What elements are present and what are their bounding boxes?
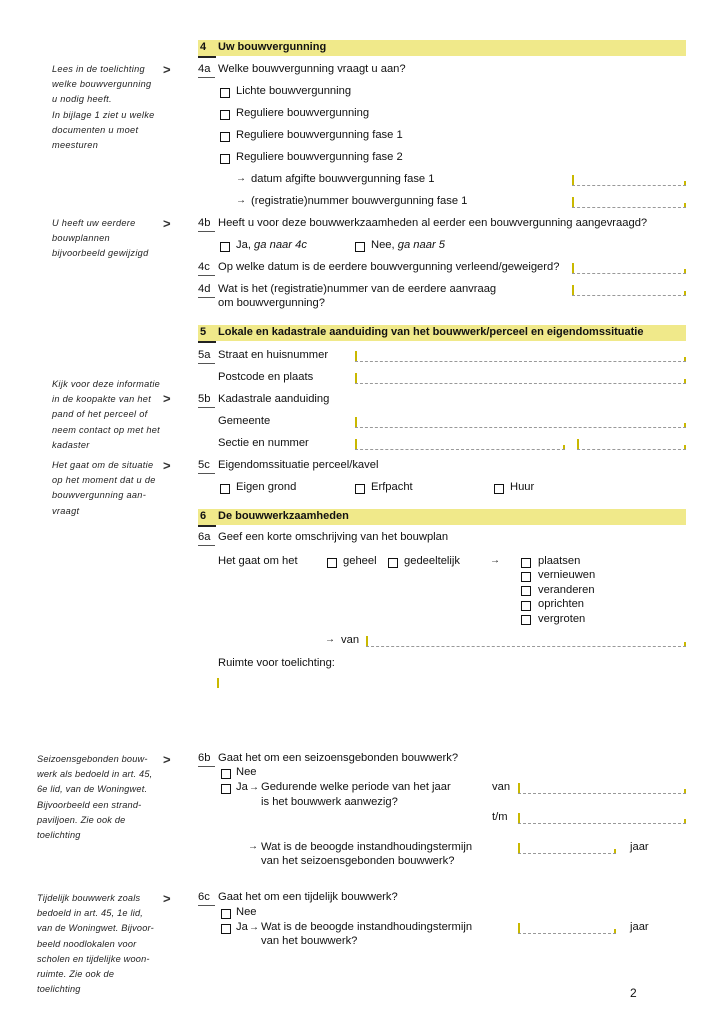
label-6b-tm: t/m [492, 811, 508, 823]
label-van: van [341, 634, 360, 646]
page-number: 2 [630, 986, 637, 1000]
note-line: op het moment dat u de [52, 475, 156, 486]
section-number: 6 [200, 510, 207, 522]
option-4b-nee: Nee, ga naar 5 [371, 239, 446, 251]
question-number-5c: 5c [198, 459, 210, 471]
input-gemeente[interactable] [355, 417, 686, 428]
note-line: kadaster [52, 439, 90, 450]
arrow-marker: > [163, 752, 171, 767]
checkbox-regulier[interactable] [220, 110, 230, 120]
option-regulier: Reguliere bouwvergunning [236, 107, 370, 119]
checkbox-eigen-grond[interactable] [220, 484, 230, 494]
input-datum-eerdere[interactable] [572, 263, 686, 274]
question-4c-text: Op welke datum is de eerdere bouwvergunning verleend/geweigerd? [218, 261, 560, 273]
side-note-situatie [52, 458, 172, 519]
arrow-right-icon: → [248, 841, 258, 852]
section-header-5 [198, 325, 686, 341]
arrow-right-icon: → [236, 195, 246, 206]
note-line: neem contact op met het [52, 424, 161, 435]
side-note-bouwvergunning [52, 62, 172, 153]
input-registratienummer[interactable] [572, 197, 686, 208]
note-line: pand of het perceel of [52, 409, 148, 420]
note-line: documenten u moet [52, 124, 139, 135]
arrow-right-icon: → [249, 782, 259, 793]
input-nummer[interactable] [577, 439, 686, 450]
checkbox-huur[interactable] [494, 484, 504, 494]
option-6c-nee: Nee [236, 906, 257, 918]
question-6b-text: Gaat het om een seizoensgebonden bouwwerk? [218, 752, 459, 764]
note-line: Bijvoorbeeld een strand- [37, 799, 142, 810]
label-gaat-om: Het gaat om het [218, 555, 298, 567]
checkbox-6c-nee[interactable] [221, 909, 231, 919]
section-header-4 [198, 40, 686, 56]
checkbox-fase1[interactable] [220, 132, 230, 142]
checkbox-vernieuwen[interactable] [521, 572, 531, 582]
input-6c-jaar[interactable] [518, 923, 616, 934]
note-line: ruimte. Zie ook de [37, 969, 115, 980]
label-ruimte-toelichting: Ruimte voor toelichting: [218, 657, 335, 669]
label-registratienummer: (registratie)nummer bouwvergunning fase 1 [251, 195, 468, 207]
section-title: Uw bouwvergunning [218, 41, 327, 53]
question-number-4a: 4a [198, 63, 210, 75]
note-line: Kijk voor deze informatie [52, 379, 161, 389]
section-title: De bouwwerkzaamheden [218, 510, 349, 522]
input-van[interactable] [366, 636, 686, 647]
question-number-4c: 4c [198, 261, 210, 273]
note-line: vraagt [52, 505, 80, 516]
question-number-4b: 4b [198, 217, 210, 229]
question-4d-text-2: om bouwvergunning? [218, 297, 325, 309]
input-straat[interactable] [355, 351, 686, 362]
checkbox-4b-nee[interactable] [355, 242, 365, 252]
note-line: werk als bedoeld in art. 45, [37, 769, 153, 780]
input-nummer-eerdere[interactable] [572, 285, 686, 296]
option-lichte: Lichte bouwvergunning [236, 85, 352, 97]
note-line: paviljoen. Zie ook de [37, 814, 126, 825]
option-huur: Huur [510, 481, 535, 493]
label-6c-termijn-2: van het bouwwerk? [261, 935, 358, 947]
question-5c-text: Eigendomssituatie perceel/kavel [218, 459, 379, 471]
checkbox-4b-ja[interactable] [220, 242, 230, 252]
label-6b-termijn: Wat is de beoogde instandhoudingstermijn [261, 841, 473, 853]
checkbox-erfpacht[interactable] [355, 484, 365, 494]
note-line: bijvoorbeeld gewijzigd [52, 248, 149, 259]
checkbox-6b-nee[interactable] [221, 769, 231, 779]
option-eigen-grond: Eigen grond [236, 481, 297, 493]
checkbox-oprichten[interactable] [521, 601, 531, 611]
section-header-6 [198, 509, 686, 525]
note-line: scholen en tijdelijke woon- [37, 953, 150, 964]
option-gedeeltelijk: gedeeltelijk [404, 555, 460, 567]
question-6a-text: Geef een korte omschrijving van het bouwplan [218, 531, 449, 543]
checkbox-geheel[interactable] [327, 558, 337, 568]
label-6b-jaar: jaar [630, 841, 649, 853]
question-4d-text: Wat is het (registratie)nummer van de eerdere aanvraag [218, 283, 497, 295]
option-erfpacht: Erfpacht [371, 481, 413, 493]
arrow-right-icon: → [490, 555, 500, 566]
label-6b-van: van [492, 781, 511, 793]
question-number-5a: 5a [198, 349, 210, 361]
checkbox-fase2[interactable] [220, 154, 230, 164]
arrow-marker: > [163, 391, 171, 406]
note-line: Het gaat om de situatie [52, 460, 154, 470]
input-6b-van[interactable] [518, 783, 686, 794]
label-datum-afgifte: datum afgifte bouwvergunning fase 1 [251, 173, 435, 185]
checkbox-6b-ja[interactable] [221, 784, 231, 794]
option-fase2: Reguliere bouwvergunning fase 2 [236, 151, 403, 163]
option-6c-ja: Ja [236, 921, 248, 933]
label-periode-2: is het bouwwerk aanwezig? [261, 796, 398, 808]
note-line: meesturen [52, 140, 99, 151]
note-line: van de Woningwet. Bijvoor- [37, 923, 154, 934]
section-number: 5 [200, 326, 207, 338]
label-sectie: Sectie en nummer [218, 437, 309, 449]
side-note-kadaster [52, 377, 172, 453]
note-line: welke bouwvergunning [52, 79, 152, 90]
label-kadastraal: Kadastrale aanduiding [218, 393, 330, 405]
label-6b-termijn-2: van het seizoensgebonden bouwwerk? [261, 855, 455, 867]
checkbox-plaatsen[interactable] [521, 558, 531, 568]
arrow-marker: > [163, 62, 171, 77]
note-line: u nodig heeft. [52, 94, 112, 105]
note-line: In bijlage 1 ziet u welke [52, 109, 155, 120]
question-number-5b: 5b [198, 393, 210, 405]
question-number-6c: 6c [198, 891, 210, 903]
checkbox-veranderen[interactable] [521, 586, 531, 596]
arrow-marker: > [163, 458, 171, 473]
input-datum-afgifte[interactable] [572, 175, 686, 186]
option-vergroten: vergroten [538, 613, 586, 625]
section-title: Lokale en kadastrale aanduiding van het bouwwerk/perceel en eigendomssituatie [218, 326, 644, 338]
option-6b-ja: Ja [236, 781, 248, 793]
textarea-toelichting[interactable] [217, 678, 219, 688]
question-6c-text: Gaat het om een tijdelijk bouwwerk? [218, 891, 398, 903]
label-6c-termijn: Wat is de beoogde instandhoudingstermijn [261, 921, 473, 933]
note-line: beeld noodlokalen voor [37, 938, 137, 949]
note-line: U heeft uw eerdere [52, 218, 136, 228]
note-line: in de koopakte van het [52, 394, 152, 405]
label-gemeente: Gemeente [218, 415, 271, 427]
option-plaatsen: plaatsen [538, 555, 581, 567]
input-6b-jaar[interactable] [518, 843, 616, 854]
checkbox-6c-ja[interactable] [221, 924, 231, 934]
side-note-seizoens [37, 752, 172, 843]
note-line: Seizoensgebonden bouw- [37, 754, 148, 764]
option-vernieuwen: vernieuwen [538, 569, 596, 581]
question-number-4d: 4d [198, 283, 210, 295]
label-periode: Gedurende welke periode van het jaar [261, 781, 451, 793]
input-postcode[interactable] [355, 373, 686, 384]
arrow-right-icon: → [236, 173, 246, 184]
note-line: bedoeld in art. 45, 1e lid, [37, 908, 144, 919]
label-postcode: Postcode en plaats [218, 371, 314, 383]
side-note-tijdelijk [37, 891, 172, 997]
question-4b-text: Heeft u voor deze bouwwerkzaamheden al eerder een bouwvergunning aangevraagd? [218, 217, 648, 229]
checkbox-vergroten[interactable] [521, 615, 531, 625]
section-number: 4 [200, 41, 207, 53]
arrow-marker: > [163, 216, 171, 231]
question-4a-text: Welke bouwvergunning vraagt u aan? [218, 63, 406, 75]
option-6b-nee: Nee [236, 766, 257, 778]
option-oprichten: oprichten [538, 598, 585, 610]
note-line: bouwvergunning aan- [52, 490, 147, 501]
note-line: toelichting [37, 984, 81, 995]
side-note-eerdere [52, 216, 172, 262]
question-number-6b: 6b [198, 752, 210, 764]
note-line: bouwplannen [52, 233, 110, 244]
checkbox-lichte[interactable] [220, 88, 230, 98]
label-6c-jaar: jaar [630, 921, 649, 933]
label-straat: Straat en huisnummer [218, 349, 329, 361]
option-geheel: geheel [343, 555, 377, 567]
arrow-marker: > [163, 891, 171, 906]
input-sectie[interactable] [355, 439, 565, 450]
option-fase1: Reguliere bouwvergunning fase 1 [236, 129, 403, 141]
checkbox-gedeeltelijk[interactable] [388, 558, 398, 568]
arrow-right-icon: → [325, 634, 335, 645]
input-6b-tm[interactable] [518, 813, 686, 824]
question-number-6a: 6a [198, 531, 210, 543]
note-line: 6e lid, van de Woningwet. [37, 784, 148, 795]
note-line: Tijdelijk bouwwerk zoals [37, 893, 141, 903]
option-veranderen: veranderen [538, 584, 595, 596]
note-line: Lees in de toelichting [52, 64, 145, 74]
option-4b-ja: Ja, ga naar 4c [236, 239, 307, 251]
arrow-right-icon: → [249, 922, 259, 933]
note-line: toelichting [37, 830, 81, 841]
